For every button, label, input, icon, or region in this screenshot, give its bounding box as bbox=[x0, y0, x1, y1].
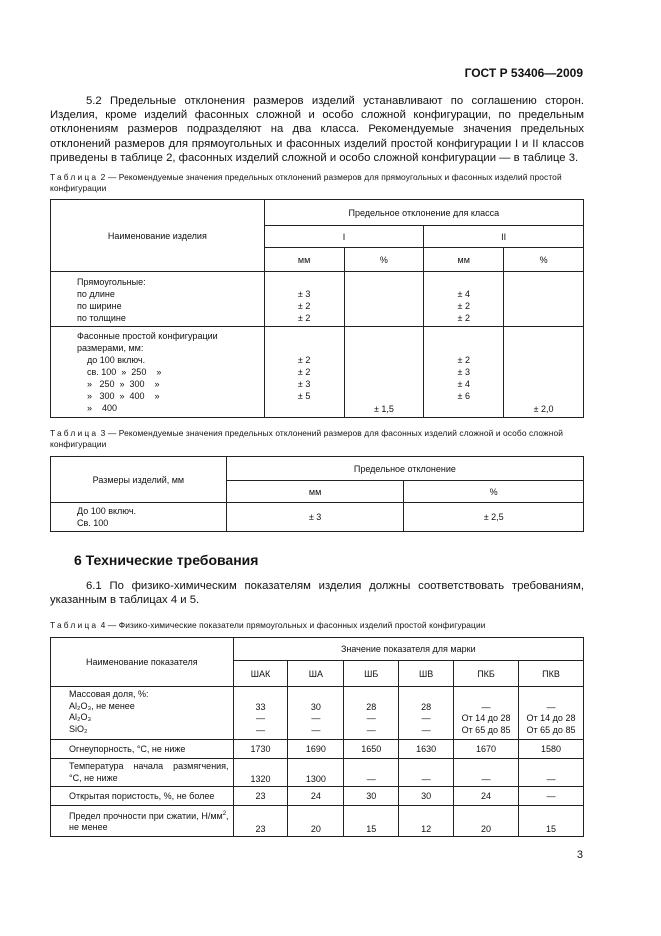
t4-row1-shak: 33 — — bbox=[233, 687, 288, 740]
page-number: 3 bbox=[576, 849, 583, 861]
t4-row5-shb: 15 bbox=[344, 806, 399, 837]
t4-row5-shak: 23 bbox=[233, 806, 288, 837]
t2-row1-c1-pct bbox=[344, 272, 424, 327]
t4-row2-pkb: 1670 bbox=[454, 740, 519, 759]
t4-row4-shv: 30 bbox=[399, 787, 454, 806]
t2-header-c2-pct: % bbox=[504, 248, 584, 272]
t4-row4-sha: 24 bbox=[288, 787, 344, 806]
t3-row-mm: ± 3 bbox=[226, 503, 404, 532]
t2-row2-c2-mm: ± 2 ± 3 ± 4 ± 6 bbox=[424, 327, 504, 418]
paragraph-6-1: 6.1 По физико-химическим показателям изделия должны соответствовать требованиям, указанным в таблицах 4 и 5. bbox=[50, 580, 584, 607]
t3-row-pct: ± 2,5 bbox=[404, 503, 584, 532]
t4-row3-pkv: — bbox=[519, 758, 584, 787]
t2-row2-title: Фасонные простой конфигурации размерами, мм: bbox=[77, 331, 218, 353]
t3-row-size: До 100 включ. Св. 100 bbox=[51, 503, 227, 532]
t4-row5-pkv: 15 bbox=[519, 806, 584, 837]
t4-grade-sha: ША bbox=[288, 660, 344, 687]
t4-grade-pkv: ПКВ bbox=[519, 660, 584, 687]
t4-row1-pkv: — От 14 до 28 От 65 до 85 bbox=[519, 687, 584, 740]
t4-row4-pkv: — bbox=[519, 787, 584, 806]
t4-row5-name bbox=[51, 806, 234, 837]
paragraph-5-2: 5.2 Предельные отклонения размеров изделий устанавливают по соглашению сторон. Изделия, кроме изделий фасонных сложной и особо сложной конфигурации, по предельным отклонениям размеров подразделяют на два класса. Рекомендуемые значения предельных отклонений размеров для прямоугольных и фасонных изделий простой конфигурации I и II классов приведены в таблице 2, фасонных изделий сложной и особо сложной конфигурации — в таблице 3. bbox=[50, 95, 584, 164]
table4-caption bbox=[50, 620, 584, 631]
t4-row1-shb: 28 — — bbox=[344, 687, 399, 740]
t3-header-size: Размеры изделий, мм bbox=[51, 457, 227, 503]
t4-row1-shv: 28 — — bbox=[399, 687, 454, 740]
table3-caption-text: 3 — Рекомендуемые значения предельных отклонений размеров для фасонных изделий сложной и особо сложной конфигурации bbox=[50, 428, 564, 449]
t2-row2-name bbox=[51, 327, 265, 418]
t4-header-value: Значение показателя для марки bbox=[233, 638, 583, 661]
t4-row4-pkb: 24 bbox=[454, 787, 519, 806]
t4-row3-shak: 1320 bbox=[233, 758, 288, 787]
t4-row1-name-d: SiO₂ bbox=[69, 723, 88, 734]
t4-row1-sha: 30 — — bbox=[288, 687, 344, 740]
t2-row2-c2-pct: ± 2,0 bbox=[504, 327, 584, 418]
t2-header-c1-mm: мм bbox=[264, 248, 344, 272]
table2-caption bbox=[50, 172, 584, 194]
t4-row2-sha: 1690 bbox=[288, 740, 344, 759]
t4-grade-shak: ШАК bbox=[233, 660, 288, 687]
t4-row5-shv: 12 bbox=[399, 806, 454, 837]
t3-header-pct: % bbox=[404, 481, 584, 503]
t4-grade-shb: ШБ bbox=[344, 660, 399, 687]
t2-row1-c2-pct bbox=[504, 272, 584, 327]
table4-caption-text: 4 — Физико-химические показатели прямоугольных и фасонных изделий простой конфигурации bbox=[98, 620, 486, 630]
t2-header-name: Наименование изделия bbox=[51, 200, 265, 272]
t4-row3-shv: — bbox=[399, 758, 454, 787]
t2-row1-c1-mm: ± 3 ± 2 ± 2 bbox=[264, 272, 344, 327]
t4-row1-name bbox=[51, 687, 234, 740]
t2-header-class1: I bbox=[264, 226, 424, 248]
section-6-title: 6 Технические требования bbox=[74, 552, 259, 568]
t2-row2-c1-mm: ± 2 ± 2 ± 3 ± 5 bbox=[264, 327, 344, 418]
t4-row1-name-a: Массовая доля, %: bbox=[69, 689, 149, 700]
t3-header-deviation: Предельное отклонение bbox=[226, 457, 583, 481]
t4-row5-sha: 20 bbox=[288, 806, 344, 837]
table4-caption-word: Таблица bbox=[50, 620, 99, 630]
t4-row4-name: Открытая пористость, %, не более bbox=[51, 787, 234, 806]
t2-header-c2-mm: мм bbox=[424, 248, 504, 272]
t4-grade-shv: ШВ bbox=[399, 660, 454, 687]
t4-row5-name-b: , не менее bbox=[69, 810, 229, 832]
table-2 bbox=[50, 199, 584, 418]
t2-header-deviation: Предельное отклонение для класса bbox=[264, 200, 583, 226]
t4-row4-shak: 23 bbox=[233, 787, 288, 806]
t2-header-class2: II bbox=[424, 226, 584, 248]
table2-caption-word: Таблица bbox=[50, 172, 99, 182]
table-3 bbox=[50, 456, 584, 532]
t4-row5-pkb: 20 bbox=[454, 806, 519, 837]
t4-grade-pkb: ПКБ bbox=[454, 660, 519, 687]
t4-row1-pkb: — От 14 до 28 От 65 до 85 bbox=[454, 687, 519, 740]
t2-row2-sizes: до 100 включ. св. 100 » 250 » » 250 » 300 » » 300 » 400 » » 400 bbox=[87, 355, 162, 413]
t4-row1-name-b: Al₂O₃, не менее bbox=[69, 700, 135, 711]
t4-row3-pkb: — bbox=[454, 758, 519, 787]
t4-row2-pkv: 1580 bbox=[519, 740, 584, 759]
t4-row2-shv: 1630 bbox=[399, 740, 454, 759]
document-header: ГОСТ Р 53406—2009 bbox=[464, 66, 583, 80]
t4-row3-name: Температура начала размягчения, °С, не ниже bbox=[51, 758, 234, 787]
t4-row5-sup: 2 bbox=[222, 810, 227, 817]
t4-row2-name: Огнеупорность, °С, не ниже bbox=[51, 740, 234, 759]
t2-row2-c1-pct: ± 1,5 bbox=[344, 327, 424, 418]
t4-row4-shb: 30 bbox=[344, 787, 399, 806]
table-4 bbox=[50, 637, 584, 837]
table2-caption-text: 2 — Рекомендуемые значения предельных отклонений размеров для прямоугольных и фасонных изделий простой конфигурации bbox=[50, 172, 562, 193]
t4-row1-name-c: Al₂O₃ bbox=[69, 712, 92, 723]
t2-header-c1-pct: % bbox=[344, 248, 424, 272]
t4-row3-sha: 1300 bbox=[288, 758, 344, 787]
table3-caption bbox=[50, 428, 584, 450]
t2-row1-name: Прямоугольные: по длине по ширине по толщине bbox=[51, 272, 265, 327]
t4-row3-shb: — bbox=[344, 758, 399, 787]
table3-caption-word: Таблица bbox=[50, 428, 99, 438]
t4-row2-shak: 1730 bbox=[233, 740, 288, 759]
t4-row5-name-a: Предел прочности при сжатии, Н/мм bbox=[69, 810, 223, 821]
t2-row1-c2-mm: ± 4 ± 2 ± 2 bbox=[424, 272, 504, 327]
t4-row2-shb: 1650 bbox=[344, 740, 399, 759]
t4-header-name: Наименование показателя bbox=[51, 638, 234, 687]
t3-header-mm: мм bbox=[226, 481, 404, 503]
